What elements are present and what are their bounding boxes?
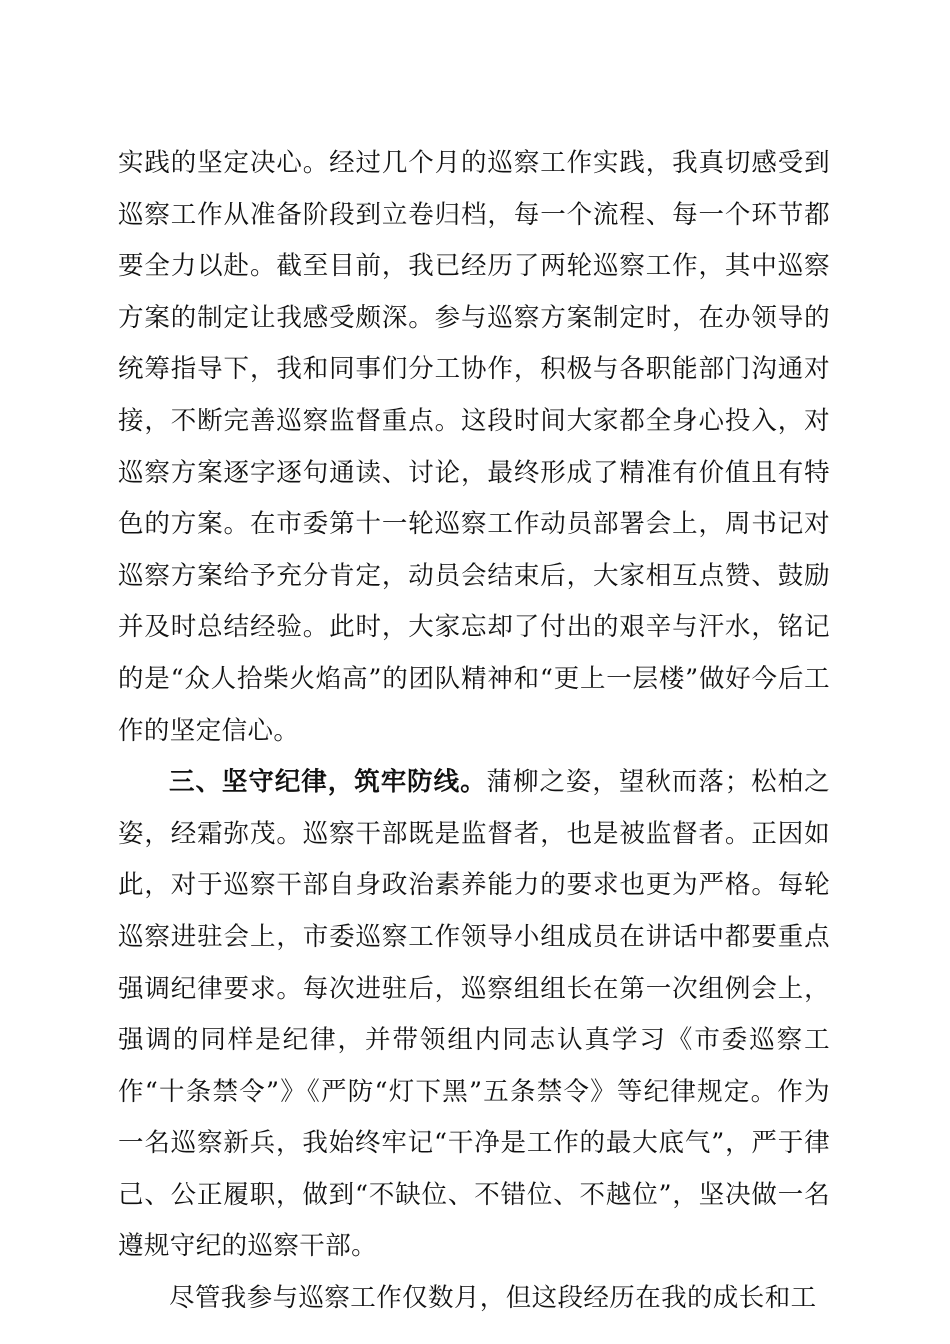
document-page xyxy=(118,138,830,1325)
paragraph-2 xyxy=(118,757,830,1273)
paragraph-1 xyxy=(118,138,830,757)
paragraph-1-text: 实践的坚定决心。经过几个月的巡察工作实践，我真切感受到巡察工作从准备阶段到立卷归档，每一个流程、每一个环节都要全力以赴。截至目前，我已经历了两轮巡察工作，其中巡察方案的制定让我感受颇深。参与巡察方案制定时，在办领导的统筹指导下，我和同事们分工协作，积极与各职能部门沟通对接，不断完善巡察监督重点。这段时间大家都全身心投入，对巡察方案逐字逐句通读、讨论，最终形成了精准有价值且有特色的方案。在市委第十一轮巡察工作动员部署会上，周书记对巡察方案给予充分肯定，动员会结束后，大家相互点赞、鼓励并及时总结经验。此时，大家忘却了付出的艰辛与汗水，铭记的是“众人拾柴火焰高”的团队精神和“更上一层楼”做好今后工作的坚定信心。 xyxy=(118,148,830,746)
paragraph-3 xyxy=(118,1273,830,1325)
paragraph-2-text: 蒲柳之姿，望秋而落；松柏之姿，经霜弥茂。巡察干部既是监督者，也是被监督者。正因如此，对于巡察干部自身政治素养能力的要求也更为严格。每轮巡察进驻会上，市委巡察工作领导小组成员在讲话中都要重点强调纪律要求。每次进驻后，巡察组组长在第一次组例会上，强调的同样是纪律，并带领组内同志认真学习《市委巡察工作“十条禁令”》《严防“灯下黑”五条禁令》等纪律规定。作为一名巡察新兵，我始终牢记“干净是工作的最大底气”，严于律己、公正履职，做到“不缺位、不错位、不越位”，坚决做一名遵规守纪的巡察干部。 xyxy=(118,767,830,1262)
section-heading: 三、坚守纪律，筑牢防线。 xyxy=(169,767,487,798)
paragraph-3-text: 尽管我参与巡察工作仅数月，但这段经历在我的成长和工 xyxy=(169,1283,817,1314)
